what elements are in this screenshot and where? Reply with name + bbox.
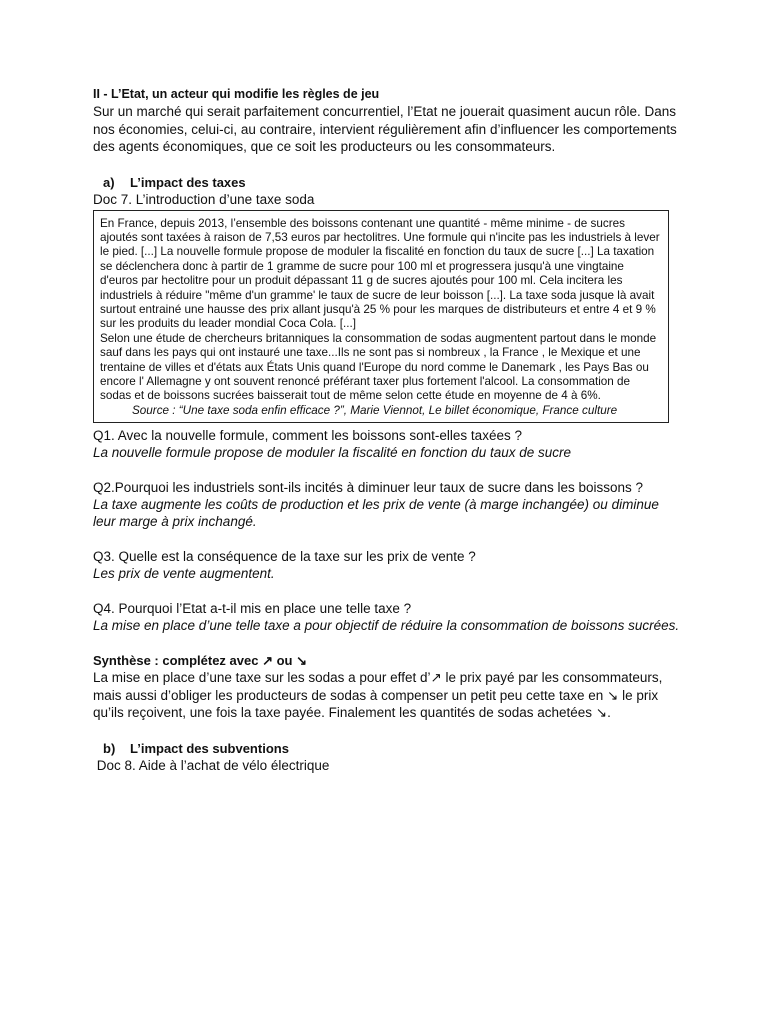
question-2: Q2.Pourquoi les industriels sont-ils incités à diminuer leur taux de sucre dans les boissons ? (93, 480, 644, 496)
answer-2: La taxe augmente les coûts de production et les prix de vente (à marge inchangée) ou diminue leur marge à prix inchangé. (93, 497, 659, 530)
subsection-b-title: L’impact des subventions (130, 740, 289, 756)
document-page (93, 86, 683, 774)
question-3: Q3. Quelle est la conséquence de la taxe sur les prix de vente ? (93, 549, 476, 565)
doc7-source: Source : “Une taxe soda enfin efficace ?”, Marie Viennot, Le billet économique, France culture (132, 403, 618, 417)
subsection-a-heading (93, 174, 683, 191)
answer-4: La mise en place d’une telle taxe a pour objectif de réduire la consommation de boissons sucrées. (93, 618, 680, 634)
doc7-paragraph-2: Selon une étude de chercheurs britanniques la consommation de sodas augmentent partout dans le monde sauf dans les pays qui ont instauré une taxe...Ils ne sont pas si nombreux , la France , le Mexique et une trentaine de villes et d'états aux États Unis quand l'Europe du nord comme le Danemark , les Pays Bas ou encore l' Allemagne y ont souvent renoncé préférant taxer plus fortement l'alcool. La consommation de sodas et de boissons sucrées baisserait tout de même selon cette étude en moyenne de 4 à 6%. (100, 331, 657, 403)
section-title: II - L’Etat, un acteur qui modifie les règles de jeu (93, 87, 380, 101)
answer-1: La nouvelle formule propose de moduler la fiscalité en fonction du taux de sucre (93, 445, 572, 461)
question-4: Q4. Pourquoi l’Etat a-t-il mis en place une telle taxe ? (93, 601, 412, 617)
doc7-box (93, 210, 669, 424)
answer-3: Les prix de vente augmentent. (93, 566, 275, 582)
question-1: Q1. Avec la nouvelle formule, comment les boissons sont-elles taxées ? (93, 428, 522, 444)
intro-paragraph: Sur un marché qui serait parfaitement concurrentiel, l’Etat ne jouerait quasiment aucun rôle. Dans nos économies, celui-ci, au contraire, intervient régulièrement afin d’influencer les comportements des agents économiques, que ce soit les producteurs ou les consommateurs. (93, 104, 677, 154)
subsection-b-number: b) (103, 740, 116, 756)
synthese-text: La mise en place d’une taxe sur les sodas a pour effet d’↗ le prix payé par les consommateurs, mais aussi d’obliger les producteurs de sodas à compenser un petit peu cette taxe en ↘ le prix qu’ils reçoivent, une fois la taxe payée. Finalement les quantités de sodas achetées ↘. (93, 670, 663, 721)
doc7-title: Doc 7. L’introduction d’une taxe soda (93, 191, 315, 207)
doc7-paragraph-1: En France, depuis 2013, l’ensemble des boissons contenant une quantité - même minime - de sucres ajoutés sont taxées à raison de 7,53 euros par hectolitres. Une formule qui n'incite pas les industriels à lever le pied. [...] La nouvelle formule propose de moduler la fiscalité en fonction du taux de sucre [...] La taxation se déclenchera donc à partir de 1 gramme de sucre pour 100 ml et progressera jusqu'à une vingtaine d'euros par hectolitre pour un produit dépassant 11 g de sucres ajoutés pour 100 ml. Cela incitera les industriels à réduire "même d'un gramme' le taux de sucre de leur boisson [...]. La taxe soda jusque là avait surtout entrainé une hausse des prix allant jusqu'à 25 % pour les marques de distributeurs et entre 4 et 9 % sur les produits du leader mondial Coca Cola. [...] (100, 216, 660, 331)
subsection-a-title: L’impact des taxes (130, 174, 246, 190)
subsection-a-number: a) (103, 174, 115, 190)
doc8-title: Doc 8. Aide à l’achat de vélo électrique (93, 757, 330, 773)
subsection-b-heading (93, 740, 683, 757)
synthese-title: Synthèse : complétez avec ↗ ou ↘ (93, 653, 307, 669)
